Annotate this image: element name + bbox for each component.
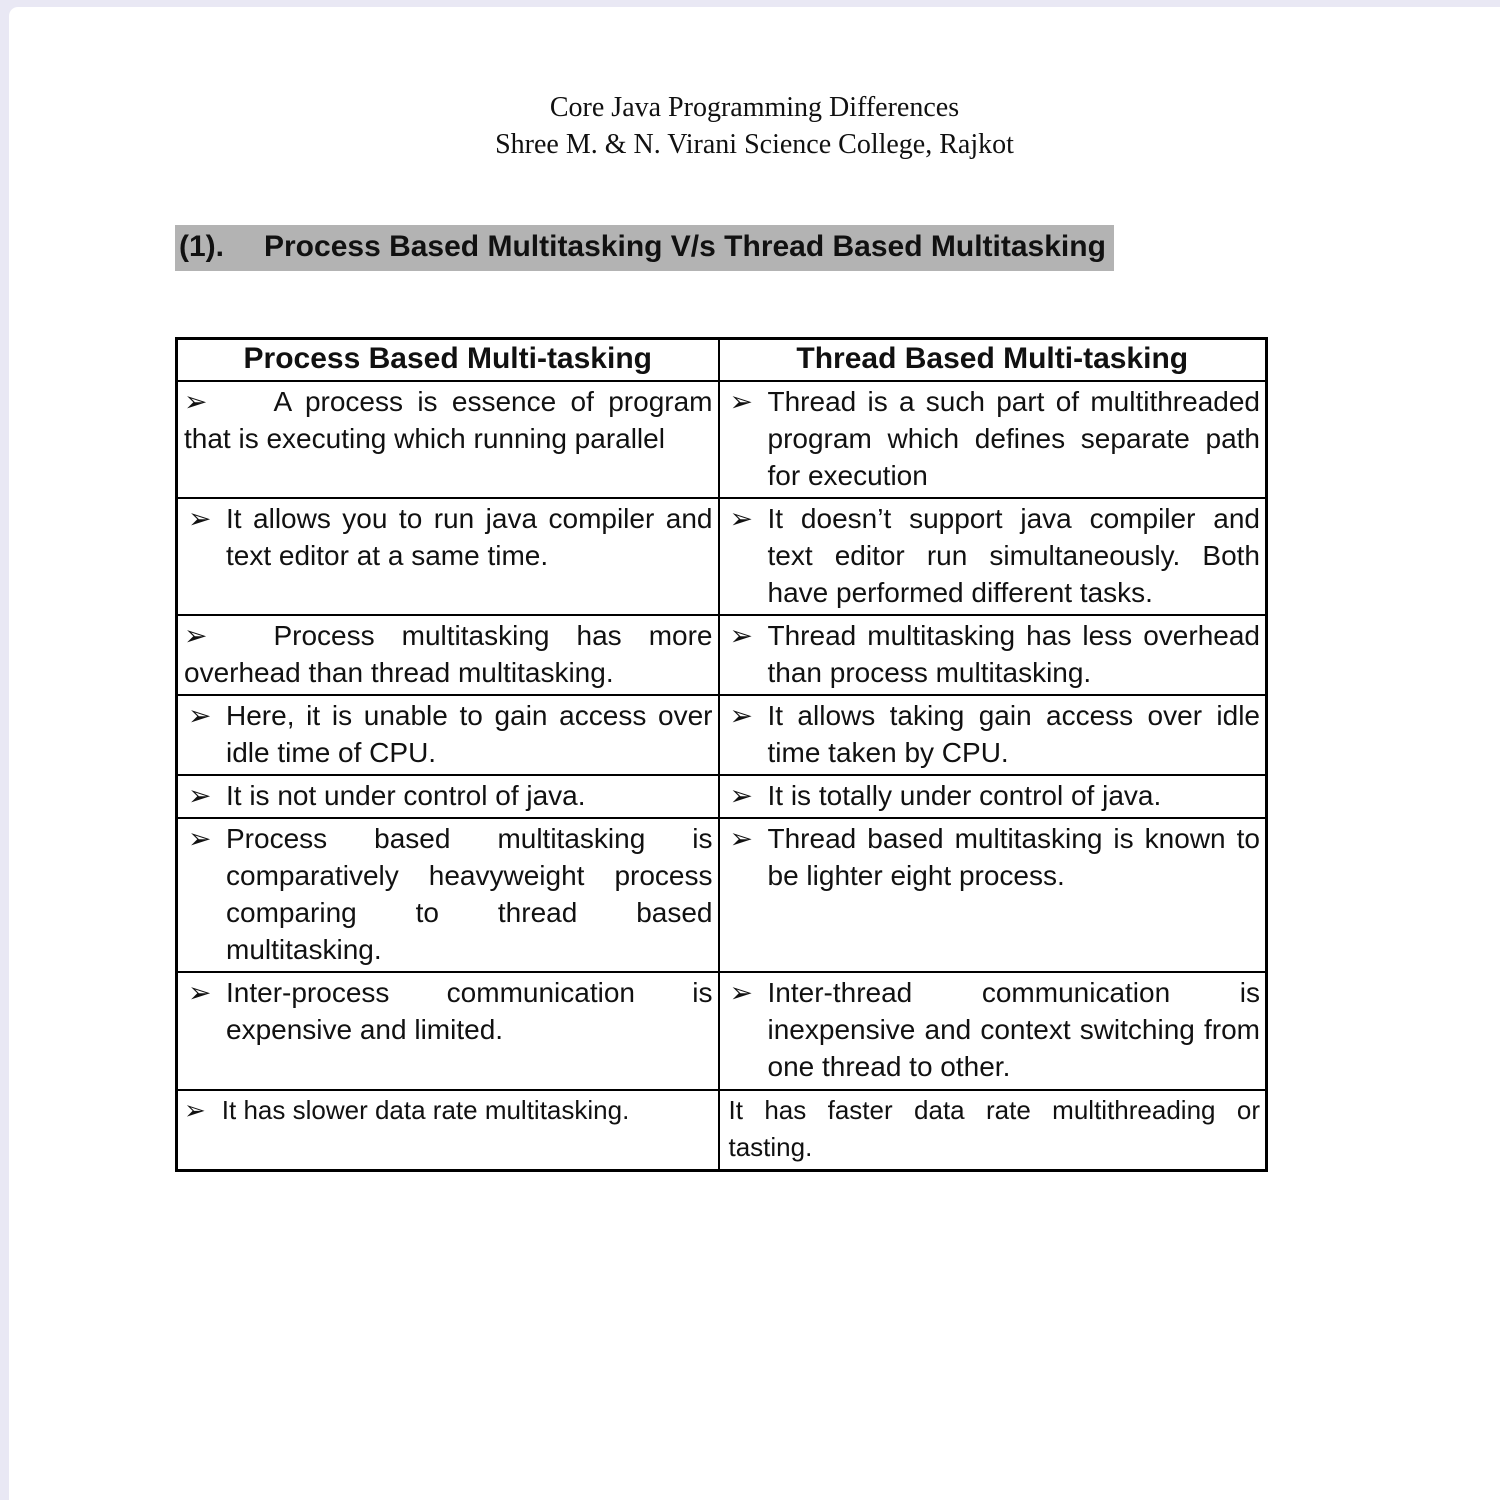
cell-thread: [719, 615, 1267, 695]
document-header: [9, 7, 1500, 163]
column-header-thread: Thread Based Multi-tasking: [719, 339, 1267, 382]
bullet-arrow-icon: ➢: [184, 620, 208, 651]
cell-text: Process multitasking has more overhead than thread multitasking.: [184, 620, 713, 688]
table-row: [177, 615, 1267, 695]
cell-thread: [719, 381, 1267, 498]
cell-process: [177, 972, 719, 1090]
heading-title: Process Based Multitasking V/s Thread Based Multitasking: [264, 230, 1106, 263]
bullet-arrow-icon: ➢: [729, 386, 753, 417]
cell-process: [177, 1090, 719, 1171]
comparison-table: [175, 337, 1268, 1172]
bullet-arrow-icon: ➢: [188, 823, 212, 854]
cell-text: It allows you to run java compiler and text editor at a same time.: [226, 503, 713, 571]
cell-text: Here, it is unable to gain access over idle time of CPU.: [226, 700, 713, 768]
cell-text: Process based multitasking is comparatively heavyweight process comparing to thread based multitasking.: [226, 823, 713, 965]
bullet-arrow-icon: ➢: [188, 780, 212, 811]
column-header-process: Process Based Multi-tasking: [177, 339, 719, 382]
heading-number: (1).: [179, 230, 224, 263]
cell-thread: [719, 695, 1267, 775]
cell-text: It doesn’t support java compiler and text editor run simultaneously. Both have performed different tasks.: [767, 503, 1260, 608]
bullet-arrow-icon: ➢: [729, 780, 753, 811]
table-row: [177, 381, 1267, 498]
cell-text: Inter-process communication is expensive and limited.: [226, 977, 713, 1045]
cell-thread: [719, 775, 1267, 818]
cell-text: Thread is a such part of multithreaded program which defines separate path for execution: [767, 386, 1260, 491]
table-row: [177, 972, 1267, 1090]
cell-process: [177, 615, 719, 695]
table-row: [177, 695, 1267, 775]
bullet-arrow-icon: ➢: [188, 977, 212, 1008]
cell-thread: [719, 1090, 1267, 1171]
cell-thread: [719, 818, 1267, 972]
bullet-arrow-icon: ➢: [184, 386, 208, 417]
cell-text: It allows taking gain access over idle time taken by CPU.: [767, 700, 1260, 768]
cell-process: [177, 381, 719, 498]
cell-text: A process is essence of program that is executing which running parallel: [184, 386, 713, 454]
table-row: [177, 498, 1267, 615]
bullet-arrow-icon: ➢: [188, 503, 212, 534]
table-header-row: [177, 339, 1267, 382]
cell-thread: [719, 972, 1267, 1090]
cell-text: Thread multitasking has less overhead than process multitasking.: [767, 620, 1260, 688]
cell-process: [177, 498, 719, 615]
cell-process: [177, 818, 719, 972]
cell-process: [177, 695, 719, 775]
bullet-arrow-icon: ➢: [184, 1095, 206, 1125]
table-row: [177, 1090, 1267, 1171]
bullet-arrow-icon: ➢: [729, 700, 753, 731]
cell-text: It has slower data rate multitasking.: [221, 1095, 630, 1125]
header-line-2: Shree M. & N. Virani Science College, Rajkot: [495, 129, 1014, 160]
bullet-arrow-icon: ➢: [729, 823, 753, 854]
bullet-arrow-icon: ➢: [729, 620, 753, 651]
bullet-arrow-icon: ➢: [188, 700, 212, 731]
cell-text: It has faster data rate multithreading or tasting.: [728, 1095, 1260, 1162]
cell-text: It is totally under control of java.: [767, 780, 1162, 811]
cell-text: Inter-thread communication is inexpensive and context switching from one thread to other.: [767, 977, 1260, 1082]
cell-text: Thread based multitasking is known to be lighter eight process.: [767, 823, 1260, 891]
cell-thread: [719, 498, 1267, 615]
heading-highlight: [175, 225, 1114, 271]
bullet-arrow-icon: ➢: [729, 503, 753, 534]
cell-text: It is not under control of java.: [226, 780, 586, 811]
section-heading: [175, 225, 1500, 271]
cell-process: [177, 775, 719, 818]
bullet-arrow-icon: ➢: [729, 977, 753, 1008]
table-row: [177, 818, 1267, 972]
header-line-1: Core Java Programming Differences: [549, 92, 960, 123]
table-row: [177, 775, 1267, 818]
document-page: [9, 7, 1500, 1500]
